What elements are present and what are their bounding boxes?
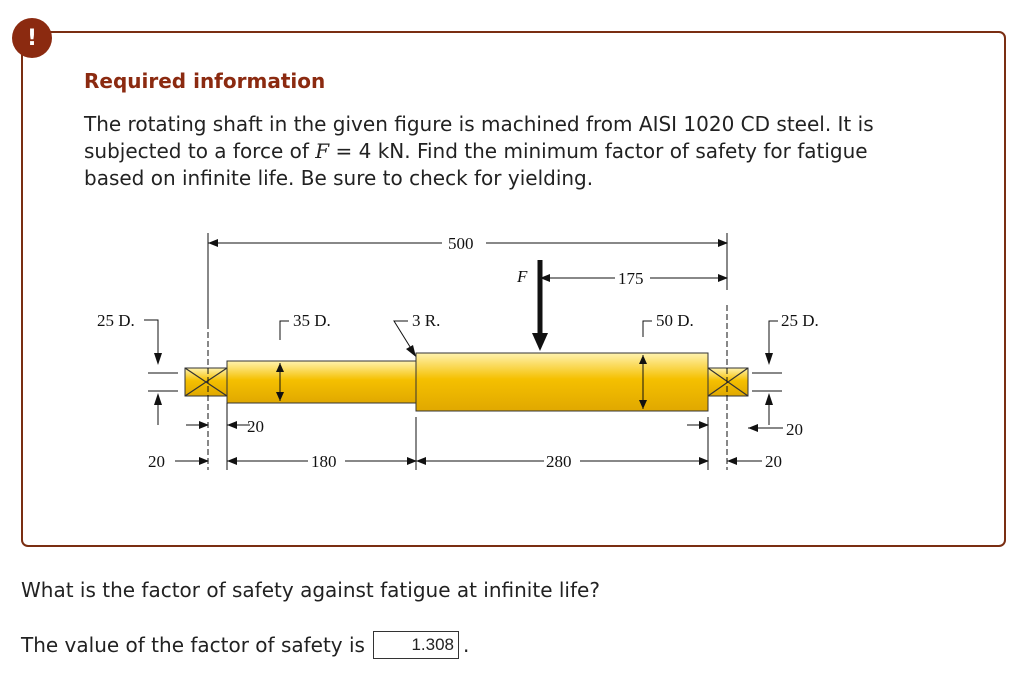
shaft-figure bbox=[90, 225, 850, 485]
dim-180-label: 180 bbox=[311, 452, 337, 471]
alert-icon: ! bbox=[12, 18, 52, 58]
problem-text-a: The rotating shaft in the given figure is machined from AISI 1020 CD steel. It is subjected to a force of bbox=[84, 112, 874, 163]
answer-suffix: . bbox=[462, 633, 470, 657]
dia-50-label: 50 D. bbox=[656, 311, 694, 330]
shaft-35-section bbox=[227, 361, 416, 403]
radius-label: 3 R. bbox=[412, 311, 441, 330]
force-variable: F bbox=[315, 139, 330, 163]
dim-20-d-label: 20 bbox=[765, 452, 782, 471]
problem-text-b: = 4 kN. Find the minimum factor of safety for fatigue based on infinite life. Be sure to check for yielding. bbox=[84, 139, 868, 190]
shaft-50-section bbox=[416, 353, 708, 411]
answer-input[interactable]: 1.308 bbox=[373, 631, 459, 659]
problem-statement bbox=[84, 111, 914, 192]
dim-175-label: 175 bbox=[618, 269, 644, 288]
dim-20-a-label: 20 bbox=[247, 417, 264, 436]
dia-35-label: 35 D. bbox=[293, 311, 331, 330]
required-information-title: Required information bbox=[84, 69, 326, 93]
answer-label: The value of the factor of safety is bbox=[21, 633, 365, 657]
dim-20-b-label: 20 bbox=[148, 452, 165, 471]
question-text: What is the factor of safety against fatigue at infinite life? bbox=[21, 578, 600, 602]
answer-row bbox=[21, 631, 469, 659]
dia-right-bearing-label: 25 D. bbox=[781, 311, 819, 330]
dia-left-bearing-label: 25 D. bbox=[97, 311, 135, 330]
dim-500-label: 500 bbox=[448, 234, 474, 253]
dim-280-label: 280 bbox=[546, 452, 572, 471]
dim-20-c-label: 20 bbox=[786, 420, 803, 439]
force-label: F bbox=[517, 267, 528, 286]
